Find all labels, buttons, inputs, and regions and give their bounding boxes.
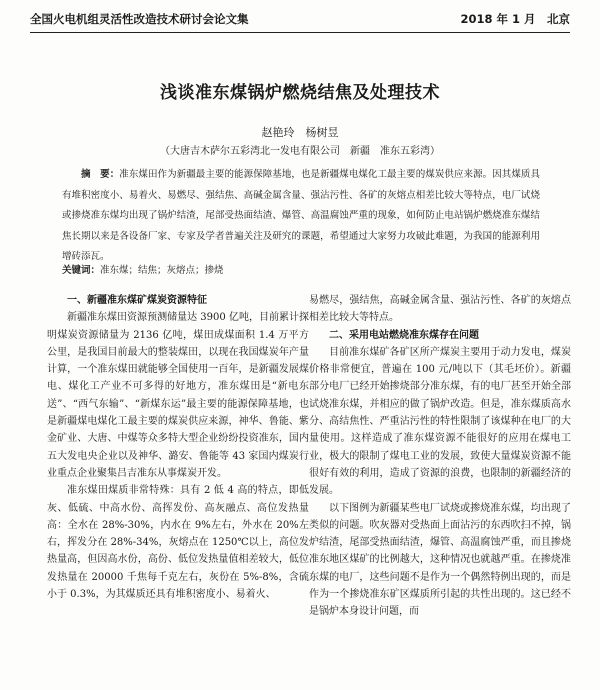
section-heading: 二、采用电站燃烧准东煤存在问题: [329, 329, 479, 341]
paper-title: 浅谈准东煤锅炉燃烧结焦及处理技术: [160, 83, 440, 103]
running-header: [30, 8, 570, 30]
affiliation: （大唐吉木萨尔五彩湾北一发电有限公司 新疆 准东五彩湾）: [160, 146, 440, 157]
authors: 赵艳玲 杨树昱: [261, 126, 339, 139]
abstract: [62, 165, 540, 268]
right-column: [309, 292, 571, 621]
section-heading: 一、新疆准东煤矿煤炭资源特征: [67, 295, 207, 306]
keywords: [62, 262, 540, 276]
keywords-text: 准东煤；结焦；灰熔点；掺烧: [100, 265, 224, 276]
body-paragraph-continued: 易燃尽，强结焦，高碱金属含量、强沾污性、各矿的灰熔点相差比较大等特点。: [309, 295, 571, 324]
abstract-label: 摘 要：: [81, 169, 120, 180]
header-rule: [30, 32, 570, 33]
abstract-text: 准东煤田作为新疆最主要的能源保障基地，也是新疆煤电煤化工最主要的煤炭供应来源。因其煤质具有堆积密度小、易着火、易燃尽、强结焦、高碱金属含量、强沾污性、各矿的灰熔点相差比较大等特点，电厂试烧或掺烧准东煤均出现了锅炉结渣，尾部受热面结渣、爆管、高温腐蚀严重的现象，如何防止电站锅炉燃烧准东煤结焦长期以来是各设备厂家、专家及学者普遍关注及研究的课题，希望通过大家努力攻破此难题，为我国的能源利用增砖添瓦。: [62, 169, 540, 263]
body-paragraph: 新疆准东煤田资源预测储量达 3900 亿吨，目前累计探明煤炭资源储量为 2136 亿吨，煤田成煤面积 1.4 万平方公里，是我国目前最大的整装煤田，以现在我国煤炭年产量计算，一个准东煤田就能够全国使用一百年，是新疆发展煤电、煤化工产业不可多得的好地方，准东煤田是“新电东送”、“西气东输”、“新煤东运”最主要的能源保障基地，也是新疆煤电煤化工最主要的煤炭供应来源，神华、鲁能、紫金矿业、大唐、中煤等众多特大型企业纷纷投资准东，国内五大发电央企业以及神华、潞安、鲁能等 43 家国内煤炭行业重点企业聚集吕吉准东从事煤炭开发。: [47, 312, 309, 479]
left-column: [47, 292, 309, 603]
body-paragraph: 目前准东煤矿各矿区所产煤炭主要用于动力发电，煤炭价格非常便宜，普遍在 100 元/吨以下（其毛坯价）。新疆部分电厂已经开始掺烧部分准东煤，有的电厂甚至开始全部试烧准东煤，并相应的做了锅炉改造。但是，准东煤质高水分、高结焦性、严重沾污性的特性限制了该煤种在电厂的大量使用。这样造成了准东煤资源不能很好的应用在煤电工业，极大的限制了煤电工业的发展，致使大量煤炭资源不能很好有效的利用，造成了资源的浪费，也限制的新疆经济的发展。: [309, 346, 571, 497]
keywords-label: 关键词：: [62, 265, 101, 276]
journal-name: 全国火电机组灵活性改造技术研讨会论文集: [30, 12, 249, 26]
body-paragraph: 准东煤田煤质非常特殊：具有 2 低 4 高的特点，即低灰、低硫、中高水份、高挥发份、高灰融点、高位发热量高：全水在 28%-30%，内水在 9%左右，外水在 20%左右，挥发分在 28%-34%，灰熔点在 1250℃以上，高位发热量高，但因高水份，高份、低位发热量值相差较大，低位发热量在 20000 千焦每千克左右，灰份在 5%-8%，含硫小于 0.3%，为其煤质还具有堆积密度小、易着火、: [47, 485, 309, 601]
body-paragraph: 以下图例为新疆某些电厂试烧或掺烧准东煤，均出现了类似的问题。吹灰器对受热面上面沾污的东西吹扫不掉，锅炉结渣，尾部受热面结渣，爆管、高温腐蚀严重，而且掺烧准东地区煤矿的比例越大，这种情况也就越严重。在掺烧准东煤的电厂，这些问题不是作为一个偶然特例出现的，而是作为一个掺烧准东矿区煤质所引起的共性出现的。这已经不是锅炉本身设计问题，而: [309, 502, 571, 618]
issue-date: 2018 年 1 月 北京: [460, 12, 570, 26]
